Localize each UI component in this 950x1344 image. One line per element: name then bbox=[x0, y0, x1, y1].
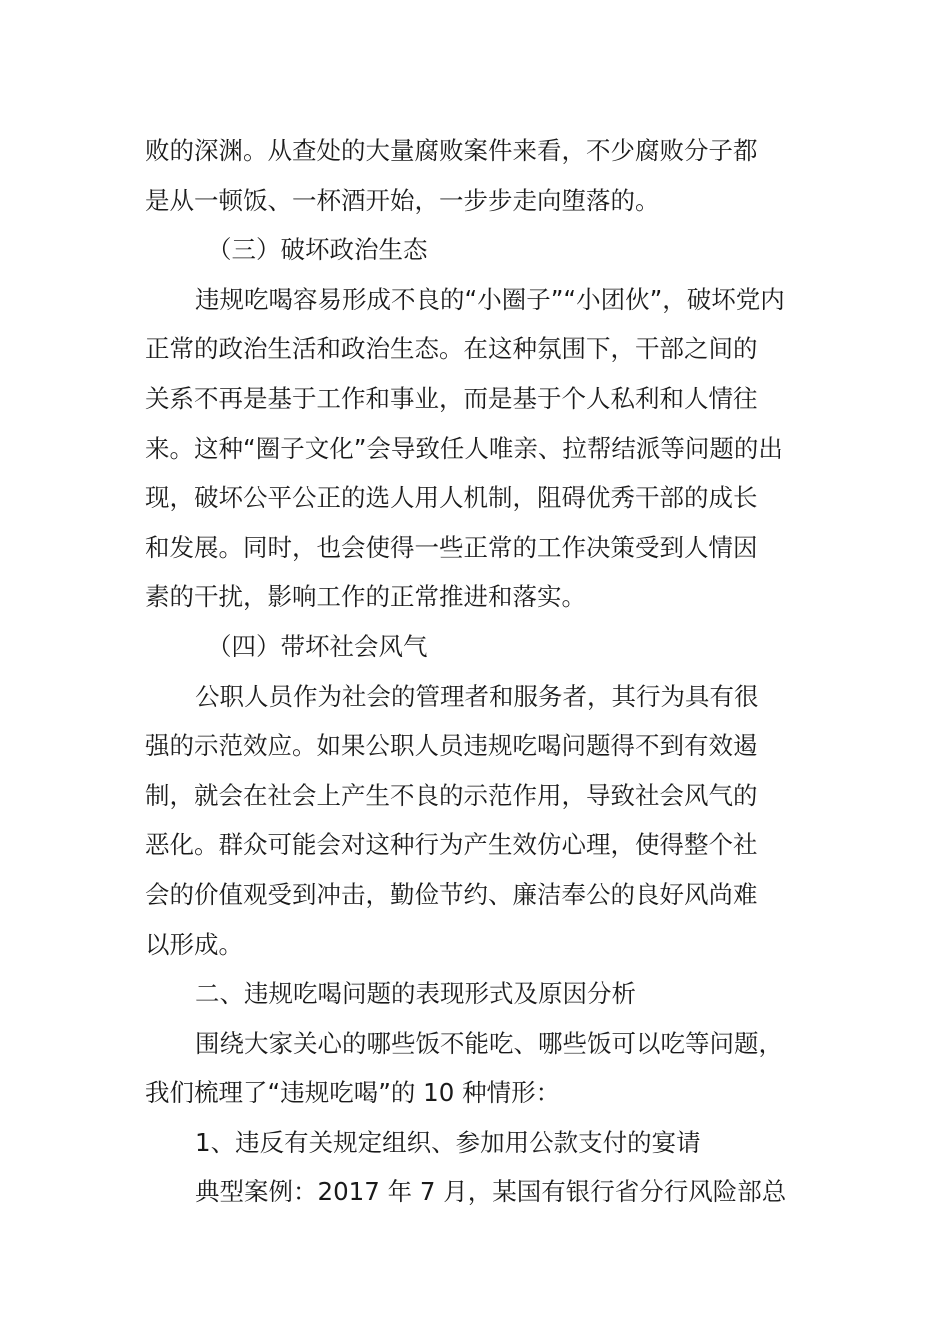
list-item-heading-1: 1、违反有关规定组织、参加用公款支付的宴请 bbox=[195, 1127, 701, 1157]
body-line: 来。这种“圈子文化”会导致任人唯亲、拉帮结派等问题的出 bbox=[145, 433, 783, 463]
body-line: 正常的政治生活和政治生态。在这种氛围下，干部之间的 bbox=[145, 334, 758, 364]
body-line: 制，就会在社会上产生不良的示范作用，导致社会风气的 bbox=[145, 780, 758, 810]
body-line: 我们梳理了“违规吃喝”的 10 种情形： bbox=[145, 1078, 561, 1108]
paragraph-start: 公职人员作为社会的管理者和服务者，其行为具有很 bbox=[195, 681, 759, 711]
body-line: 素的干扰，影响工作的正常推进和落实。 bbox=[145, 582, 586, 612]
body-line: 强的示范效应。如果公职人员违规吃喝问题得不到有效遏 bbox=[145, 731, 758, 761]
body-line: 以形成。 bbox=[145, 929, 243, 959]
chapter-heading-2: 二、违规吃喝问题的表现形式及原因分析 bbox=[195, 979, 636, 1009]
body-line: 和发展。同时，也会使得一些正常的工作决策受到人情因 bbox=[145, 532, 758, 562]
body-line: 关系不再是基于工作和事业，而是基于个人私利和人情往 bbox=[145, 383, 758, 413]
body-line: 败的深渊。从查处的大量腐败案件来看，不少腐败分子都 bbox=[145, 136, 758, 165]
document-body bbox=[145, 126, 815, 1217]
section-heading-4: （四）带坏社会风气 bbox=[207, 631, 428, 661]
paragraph-start: 围绕大家关心的哪些饭不能吃、哪些饭可以吃等问题， bbox=[195, 1028, 783, 1058]
paragraph-start: 违规吃喝容易形成不良的“小圈子”“小团伙”，破坏党内 bbox=[195, 284, 785, 314]
body-line: 会的价值观受到冲击，勤俭节约、廉洁奉公的良好风尚难 bbox=[145, 879, 758, 909]
body-line: 现，破坏公平公正的选人用人机制，阻碍优秀干部的成长 bbox=[145, 483, 758, 513]
body-line: 是从一顿饭、一杯酒开始，一步步走向堕落的。 bbox=[145, 185, 660, 215]
case-example-line: 典型案例：2017 年 7 月，某国有银行省分行风险部总 bbox=[195, 1177, 787, 1207]
body-line: 恶化。群众可能会对这种行为产生效仿心理，使得整个社 bbox=[145, 830, 758, 860]
section-heading-3: （三）破坏政治生态 bbox=[207, 235, 428, 265]
